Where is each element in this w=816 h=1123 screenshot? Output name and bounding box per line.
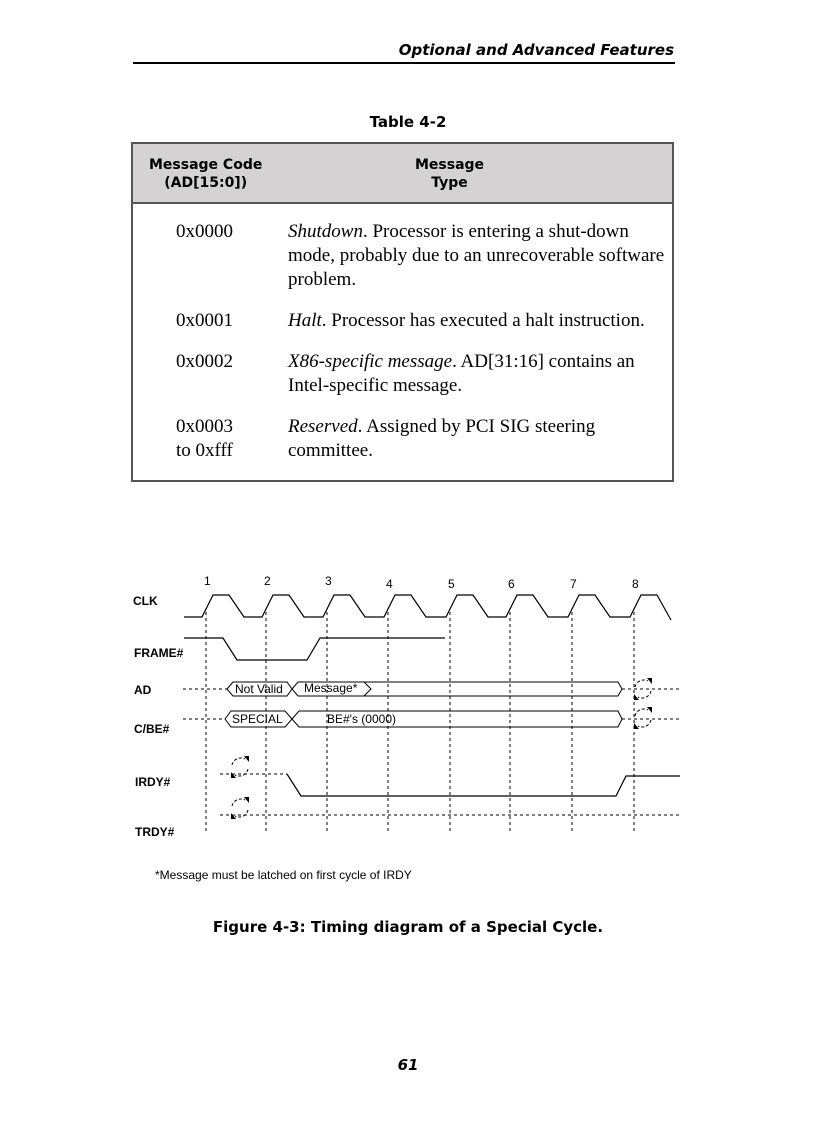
signal-label-clk: CLK [133, 594, 158, 608]
signal-label-cbe: C/BE# [134, 722, 170, 736]
clock-number: 5 [448, 577, 455, 591]
figure-note: *Message must be latched on first cycle of IRDY [155, 868, 412, 882]
signal-label-irdy: IRDY# [135, 775, 171, 789]
clock-numbers [204, 574, 639, 591]
ad-message-marker [364, 682, 371, 696]
clk-waveform [184, 595, 671, 620]
message-name: X86-specific message [288, 351, 453, 372]
signal-label-ad: AD [134, 683, 152, 697]
message-text: . Processor has executed a halt instruction. [321, 310, 645, 331]
code-line: to 0xfff [176, 440, 233, 461]
signal-label-frame: FRAME# [134, 646, 184, 660]
message-text: . Processor is entering a shut-down mode, probably due to an unrecoverable software problem. [288, 221, 665, 290]
clock-number: 8 [632, 577, 639, 591]
message-name: Halt [288, 310, 322, 331]
header-text: (AD[15:0]) [164, 175, 248, 191]
header-text: Type [431, 175, 468, 191]
ad-not-valid-label: Not Valid [235, 682, 283, 696]
cbe-be-label: BE#'s (0000) [327, 712, 396, 726]
turnaround-cycle-icon [231, 756, 249, 778]
clock-number: 3 [325, 574, 332, 588]
clock-number: 7 [570, 577, 577, 591]
cbe-special-label: SPECIAL [232, 712, 283, 726]
message-code: 0x0001 [176, 310, 233, 331]
message-text: . Assigned by PCI SIG steering committee. [288, 416, 596, 461]
clock-number: 4 [386, 577, 393, 591]
turnaround-cycle-icon [634, 707, 652, 729]
table-title: Table 4-2 [369, 113, 447, 131]
code-line: 0x0003 [176, 416, 233, 437]
message-name: Reserved [288, 416, 358, 437]
clock-number: 6 [508, 577, 515, 591]
frame-waveform [184, 638, 445, 660]
message-code: 0x0002 [176, 351, 233, 372]
ad-message-label: Message* [304, 681, 358, 695]
signal-label-trdy: TRDY# [135, 825, 175, 839]
header-text: Message [415, 157, 485, 173]
turnaround-icons [231, 678, 652, 819]
header-text: Message Code [149, 157, 263, 173]
running-head: Optional and Advanced Features [398, 41, 674, 59]
irdy-waveform [287, 774, 680, 796]
message-text: . AD[31:16] contains an Intel-specific message. [288, 351, 635, 396]
page-number: 61 [397, 1056, 419, 1074]
clock-number: 1 [204, 574, 211, 588]
message-code: 0x0000 [176, 221, 233, 242]
clock-number: 2 [264, 574, 271, 588]
message-name: Shutdown [288, 221, 363, 242]
turnaround-cycle-icon [231, 797, 249, 819]
figure-caption: Figure 4-3: Timing diagram of a Special Cycle. [212, 918, 604, 936]
